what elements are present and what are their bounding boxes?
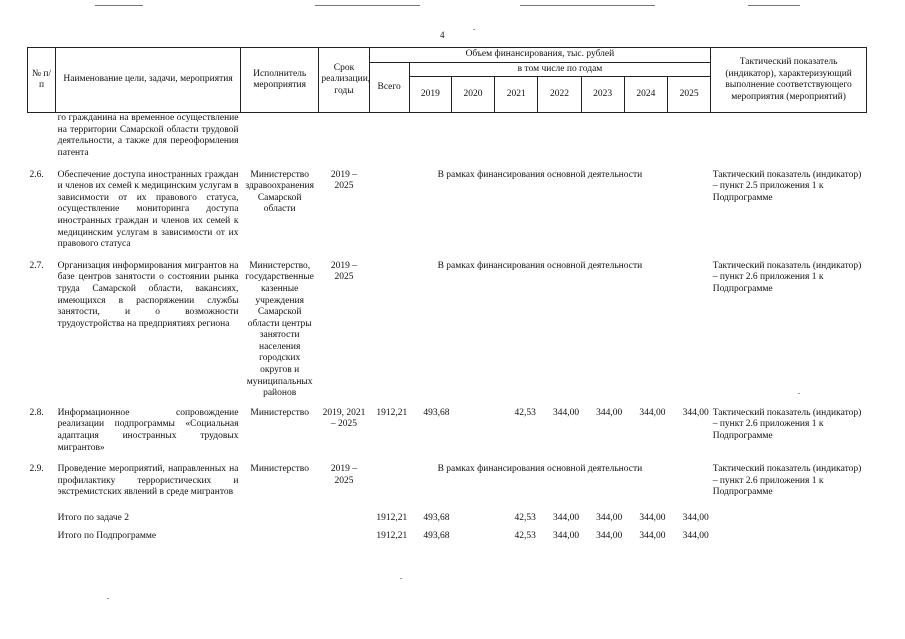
total-y2022: 344,00 bbox=[552, 530, 580, 541]
row-period: 2019, 2021 – 2025 bbox=[322, 407, 366, 430]
header-year: 2025 bbox=[667, 77, 710, 113]
row-funding-note: В рамках финансирования основной деятельности bbox=[437, 260, 643, 271]
total-y2022: 344,00 bbox=[552, 513, 580, 523]
top-rule bbox=[315, 5, 420, 6]
scan-speck bbox=[473, 29, 475, 30]
table-row bbox=[28, 261, 867, 400]
table-row bbox=[28, 408, 867, 454]
total-y2023: 344,00 bbox=[596, 513, 623, 523]
table-row bbox=[28, 170, 867, 251]
total-y2025: 344,00 bbox=[682, 513, 709, 523]
row-total: 1912,21 bbox=[376, 407, 408, 418]
total-y2019: 493,68 bbox=[423, 530, 450, 541]
top-rule bbox=[95, 5, 143, 6]
row-y2022: 344,00 bbox=[552, 407, 580, 418]
row-executor: Министерство bbox=[250, 464, 309, 475]
row-funding-note: В рамках финансирования основной деятельности bbox=[437, 464, 643, 475]
row-number: 2.7. bbox=[29, 260, 44, 271]
row-y2025: 344,00 bbox=[682, 407, 709, 418]
row-number: 2.8. bbox=[29, 407, 44, 418]
program-table bbox=[27, 47, 867, 542]
row-y2023: 344,00 bbox=[596, 407, 623, 418]
total-row bbox=[28, 513, 867, 525]
row-number: 2.6. bbox=[29, 169, 44, 180]
row-name: Организация информирования мигрантов на базе центров занятости о состоянии рынка труда Самарской области, вакансиях, имеющихся в распоряжении службы занятости, и о возможности трудоустройства на предприятиях региона bbox=[57, 260, 239, 329]
table-row bbox=[28, 464, 867, 499]
row-executor: Министерство bbox=[250, 407, 309, 418]
header-no: № п/п bbox=[28, 48, 56, 113]
row-indicator: Тактический показатель (индикатор) – пункт 2.5 приложения 1 к Подпрограмме bbox=[712, 169, 862, 203]
top-rule bbox=[520, 5, 655, 6]
row-number: 2.9. bbox=[29, 464, 44, 475]
total-y2020 bbox=[451, 513, 494, 525]
row-y2019: 493,68 bbox=[423, 407, 450, 418]
total-y2025: 344,00 bbox=[682, 530, 709, 541]
header-total: Всего bbox=[369, 62, 409, 113]
total-y2024: 344,00 bbox=[639, 530, 666, 541]
header-year: 2019 bbox=[409, 77, 451, 113]
total-y2023: 344,00 bbox=[596, 530, 623, 541]
row-indicator: Тактический показатель (индикатор) – пункт 2.6 приложения 1 к Подпрограмме bbox=[712, 407, 862, 442]
row-executor: Министерство здравоохранения Самарской области bbox=[245, 169, 314, 215]
scan-speck bbox=[400, 578, 402, 579]
header-by-years: в том числе по годам bbox=[409, 62, 710, 77]
header-indicator: Тактический показатель (индикатор), характеризующий выполнение соответствующего мероприятия (мероприятий) bbox=[711, 48, 867, 113]
row-name: Информационное сопровождение реализации подпрограммы «Социальная адаптация иностранных трудовых мигрантов» bbox=[57, 407, 239, 453]
table-row bbox=[28, 113, 867, 160]
header-executor: Исполнитель мероприятия bbox=[240, 48, 318, 113]
header-funding: Объем финансирования, тыс. рублей bbox=[369, 48, 711, 63]
total-y2019: 493,68 bbox=[423, 513, 450, 523]
page-number: 4 bbox=[440, 30, 445, 40]
total-sum: 1912,21 bbox=[376, 513, 408, 523]
row-funding-note: В рамках финансирования основной деятельности bbox=[437, 169, 643, 180]
header-year: 2020 bbox=[451, 77, 494, 113]
total-y2024: 344,00 bbox=[639, 513, 666, 523]
total-y2021: 42,53 bbox=[514, 513, 536, 523]
total-label: Итого по Подпрограмме bbox=[57, 530, 157, 541]
top-rule bbox=[748, 5, 800, 6]
header-year: 2021 bbox=[495, 77, 538, 113]
row-period: 2019 – 2025 bbox=[330, 464, 358, 486]
header-name: Наименование цели, задачи, мероприятия bbox=[56, 48, 241, 113]
header-year: 2022 bbox=[538, 77, 581, 113]
row-name: Обеспечение доступа иностранных граждан и членов их семей к медицинским услугам в зависимости от их правового статуса, осуществление мониторинга доступа иностранных граждан и членов их семей к медицинским услугам в зависимости от их правового статуса bbox=[57, 169, 239, 250]
row-y2020 bbox=[451, 408, 494, 454]
row-y2021: 42,53 bbox=[514, 407, 536, 418]
row-y2024: 344,00 bbox=[639, 407, 666, 418]
header-period: Срок реализации, годы bbox=[319, 48, 369, 113]
row-period: 2019 – 2025 bbox=[330, 260, 358, 283]
total-label: Итого по задаче 2 bbox=[57, 513, 130, 523]
total-y2021: 42,53 bbox=[514, 530, 536, 541]
scan-speck bbox=[798, 393, 800, 394]
row-name: го гражданина на временное осуществление на территории Самарской области трудовой деятельности, а также для переоформления патента bbox=[57, 113, 239, 158]
total-row bbox=[28, 531, 867, 543]
header-year: 2023 bbox=[581, 77, 624, 113]
row-indicator: Тактический показатель (индикатор) – пункт 2.6 приложения 1 к Подпрограмме bbox=[712, 260, 862, 294]
total-y2020 bbox=[451, 531, 494, 543]
row-executor: Министерство, государственные казенные учреждения Самарской области центры занятости населения городских округов и муниципальных районов bbox=[245, 260, 314, 399]
scan-speck bbox=[107, 598, 109, 599]
total-sum: 1912,21 bbox=[376, 530, 408, 541]
header-year: 2024 bbox=[624, 77, 667, 113]
row-indicator: Тактический показатель (индикатор) – пункт 2.6 приложения 1 к Подпрограмме bbox=[712, 464, 862, 498]
row-period: 2019 – 2025 bbox=[330, 169, 358, 192]
row-name: Проведение мероприятий, направленных на профилактику террористических и экстремистских явлений в среде мигрантов bbox=[57, 464, 239, 498]
